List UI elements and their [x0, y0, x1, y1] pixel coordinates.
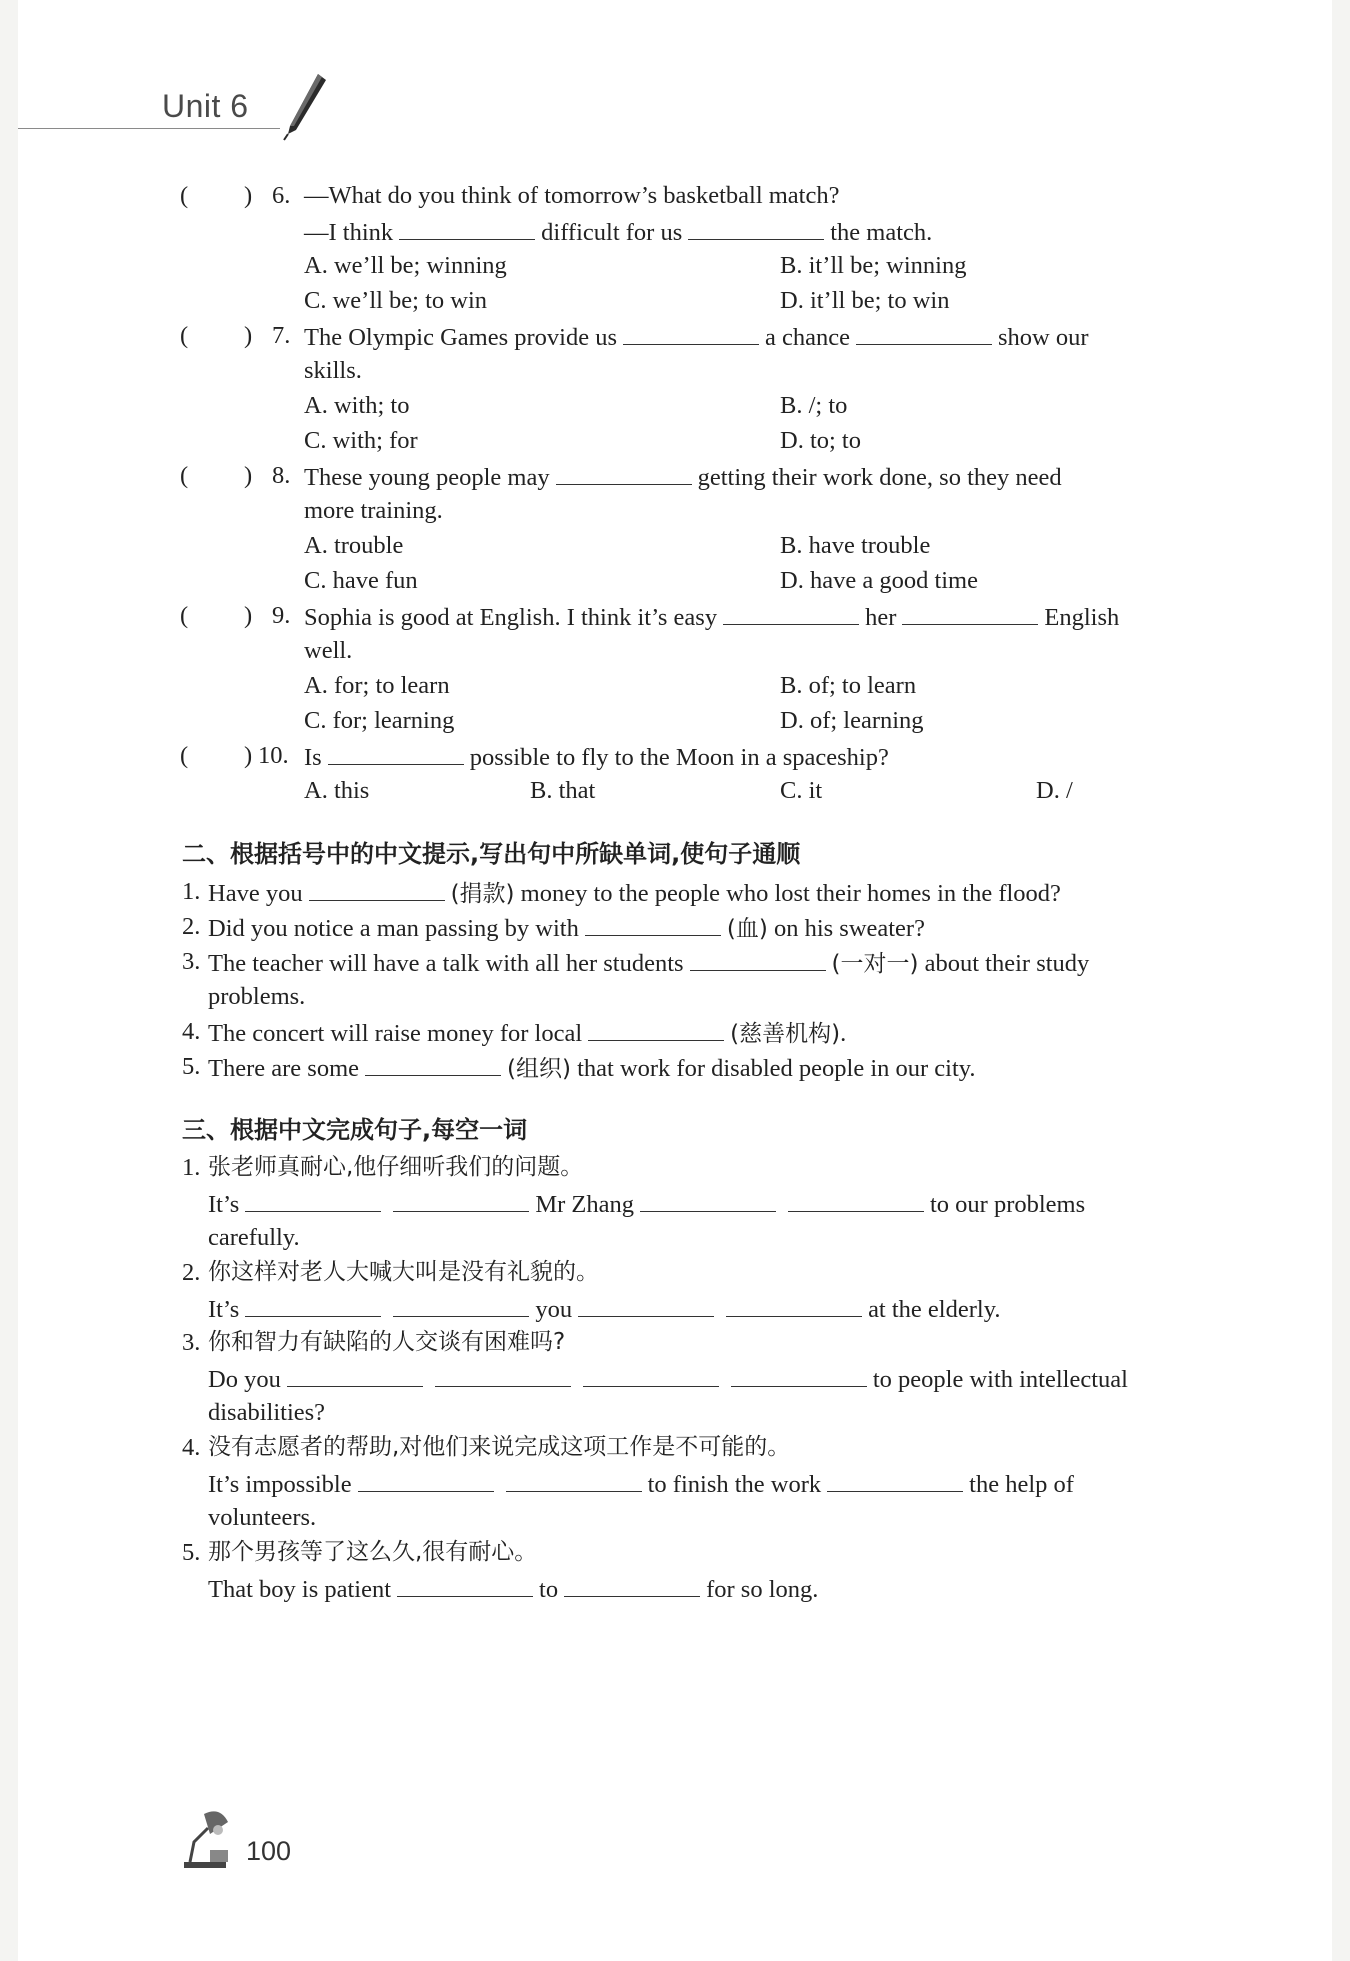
fill-item-2: 2. Did you notice a man passing by with (血) on his sweater?: [180, 909, 1220, 944]
translate-item-2: 2. 你这样对老人大喊大叫是没有礼貌的。: [182, 1259, 599, 1286]
answer-blank: [556, 458, 692, 485]
answer-blank: [690, 944, 826, 971]
answer-blank: [585, 909, 721, 936]
header-rule: [18, 128, 280, 129]
fill-item-5: 5. There are some (组织) that work for disabled people in our city.: [180, 1049, 1220, 1084]
fill-item-4: 4. The concert will raise money for local (慈善机构).: [180, 1014, 1220, 1049]
section-3-title: 三、根据中文完成句子,每空一词: [182, 1116, 528, 1144]
option-a: A. trouble: [304, 532, 404, 559]
answer-blank: [588, 1014, 724, 1041]
option-a: A. we’ll be; winning: [304, 252, 507, 279]
option-c: C. with; for: [304, 427, 418, 454]
option-d: D. of; learning: [780, 707, 924, 734]
option-b: B. of; to learn: [780, 672, 917, 699]
option-b: B. /; to: [780, 392, 848, 419]
answer-blank: [723, 598, 859, 625]
option-b: B. that: [530, 777, 596, 804]
question-6: ( ) 6. —What do you think of tomorrow’s basketball match?: [180, 182, 840, 209]
answer-blank: [309, 874, 445, 901]
fill-item-3: 3. The teacher will have a talk with all her students (一对一) about their study: [180, 944, 1220, 979]
option-d: D. have a good time: [780, 567, 978, 594]
option-a: A. this: [304, 777, 370, 804]
question-9: ( ) 9. Sophia is good at English. I think it’s easy her English: [180, 598, 1220, 633]
answer-blank: [902, 598, 1038, 625]
unit-title: Unit 6: [162, 88, 249, 124]
option-c: C. we’ll be; to win: [304, 287, 488, 314]
question-7: ( ) 7. The Olympic Games provide us a chance show our: [180, 318, 1220, 353]
answer-blank: [688, 213, 824, 240]
option-b: B. it’ll be; winning: [780, 252, 967, 279]
pen-icon: [282, 72, 328, 142]
lamp-icon: [180, 1808, 238, 1870]
option-d: D. /: [1036, 777, 1073, 804]
option-c: C. for; learning: [304, 707, 455, 734]
option-a: A. for; to learn: [304, 672, 450, 699]
option-c: C. have fun: [304, 567, 418, 594]
option-b: B. have trouble: [780, 532, 931, 559]
answer-blank: [365, 1049, 501, 1076]
option-c: C. it: [780, 777, 823, 804]
translate-item-3: 3. 你和智力有缺陷的人交谈有困难吗?: [182, 1329, 566, 1356]
answer-blank: [856, 318, 992, 345]
question-8: ( ) 8. These young people may getting their work done, so they need: [180, 458, 1220, 493]
answer-blank: [328, 738, 464, 765]
answer-blank: [399, 213, 535, 240]
option-d: D. to; to: [780, 427, 861, 454]
translate-item-4: 4. 没有志愿者的帮助,对他们来说完成这项工作是不可能的。: [182, 1434, 791, 1461]
answer-blank: [623, 318, 759, 345]
question-10: ( ) 10. Is possible to fly to the Moon in a spaceship?: [180, 738, 1220, 773]
exercise-content: ( ) 6. —What do you think of tomorrow’s basketball match? —I think difficult for us the match. A. we’ll be; winning B. it’ll be; winning C. we’ll be; to win D. it’ll be; to win ( ) 7. The Olympic Games provide us a chance show our skills. A. with; to B. /; to C. with; for D. to; to ( ) 8. These young people may getting their work done, so they need more training. A. trouble B. have trouble C. have fun D. have a good time ( ) 9. Sophia is good at English. I think it’s easy her English well. A. for; to learn B. of; to learn C. for; learning D. of; learning ( ) 10. Is possible to fly to the Moon in a spaceship? A. this B. that C. it D. / 二、根据括号中的中文提示,写出句中所缺单词,使句子通顺 1. Have you (捐款) money to the people who lost their homes in the flood? 2. Did you notice a man passing by with (血) on his sweater? 3. The teacher will have a talk with all her students (一对一) about their study problems. 4. The concert will raise money for local (慈善机构). 5. There are some (组织) that work for disabled people in our city. 三、根据中文完成句子,每空一词 1. 张老师真耐心,他仔细听我们的问题。 It’s Mr Zhang to our problems carefully. 2. 你这样对老人大喊大叫是没有礼貌的。 It’s you at the elderly. 3. 你和智力有缺陷的人交谈有困难吗? Do you to people with intellectual disabilities? 4. 没有志愿者的帮助,对他们来说完成这项工作是不可能的。 It’s impossible to finish the work the help of volunteers. 5. 那个男孩等了这么久,很有耐心。 That boy is patient to for so long.: [180, 178, 1220, 1605]
section-2-title: 二、根据括号中的中文提示,写出句中所缺单词,使句子通顺: [182, 840, 801, 868]
translate-item-1: 1. 张老师真耐心,他仔细听我们的问题。: [182, 1154, 584, 1181]
translate-item-5: 5. 那个男孩等了这么久,很有耐心。: [182, 1539, 538, 1566]
fill-item-1: 1. Have you (捐款) money to the people who lost their homes in the flood?: [180, 874, 1220, 909]
option-a: A. with; to: [304, 392, 410, 419]
option-d: D. it’ll be; to win: [780, 287, 950, 314]
page-number: 100: [246, 1836, 292, 1866]
